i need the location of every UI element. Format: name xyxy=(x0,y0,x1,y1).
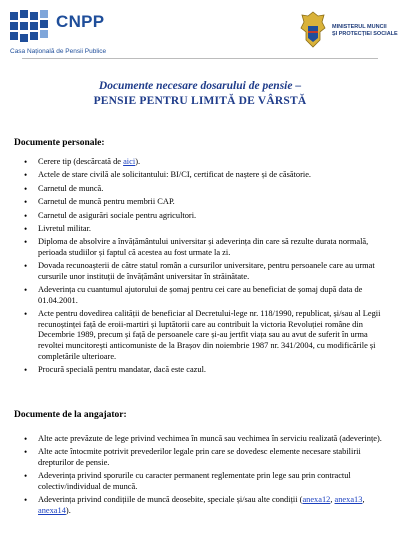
ministry-name xyxy=(332,24,398,38)
anexa12-link[interactable]: anexa12 xyxy=(302,495,331,505)
list-item: • Actele de stare civilă ale solicitantului: BI/CI, certificat de naștere și de căsătorie. xyxy=(38,170,383,181)
logo-subtitle: Casa Națională de Pensii Publice xyxy=(10,48,107,55)
item-text-end: ). xyxy=(135,157,141,166)
item-text-end: ). xyxy=(65,505,71,515)
list-item: • Procură specială pentru mandatar, dacă este cazul. xyxy=(38,365,383,376)
list-item: • Diploma de absolvire a învățământului universitar și adeverința din care să rezulte durata normală, perioada studiilor și faptul că acestea au fost urmate la zi. xyxy=(38,237,383,258)
list-item: • Acte pentru dovedirea calității de beneficiar al Decretului-lege nr. 118/1990, republicat, și/sau al Legii recunoștinței față de eroii-martiri și luptătorii care au contribuit la victoria Revoluției române din Decembrie 1989, precum și față de persoanele care și-au jertfit viața sau au avut de suferit în urma revoltei muncitorești anticomuniste de la Brașov din noiembrie 1987 nr. 341/2004, cu modificările și completările ulterioare. xyxy=(38,309,383,362)
item-text: Cerere tip (descărcată de xyxy=(38,157,124,166)
page-title-line2: PENSIE PENTRU LIMITĂ DE VÂRSTĂ xyxy=(93,95,307,107)
personal-documents-list xyxy=(38,157,383,378)
list-item: • Livretul militar. xyxy=(38,224,383,235)
download-form-link[interactable]: aici xyxy=(123,157,136,166)
page-title-line1: Documente necesare dosarului de pensie – xyxy=(98,80,302,92)
list-item: • Alte acte întocmite potrivit prevederilor legale prin care se dovedesc elemente necesare stabilirii drepturilor de pensie. xyxy=(38,447,383,468)
list-item: • Adeverința privind sporurile cu caracter permanent reglementate prin lege sau prin contractul colectiv/individual de muncă. xyxy=(38,471,383,492)
employer-documents-list xyxy=(38,434,383,519)
cnpp-logo[interactable] xyxy=(8,8,158,55)
list-item: • Dovada recunoașterii de către statul român a cursurilor universitare, pentru persoanele care au urmat cursurile unor instituții de învățământ universitar în străinătate. xyxy=(38,261,383,282)
list-item: • Adeverința cu cuantumul ajutorului de șomaj pentru cei care au beneficiat de șomaj după data de 01.04.2001. xyxy=(38,285,383,306)
list-item: • Alte acte prevăzute de lege privind vechimea în muncă sau vechimea în serviciu realizată (adeverințe). xyxy=(38,434,383,445)
list-item xyxy=(38,157,383,168)
cnpp-logo-icon xyxy=(8,8,52,46)
header-divider xyxy=(22,58,378,59)
employer-documents-heading: Documente de la angajator: xyxy=(14,410,127,420)
logo-text: CNPP xyxy=(56,12,105,31)
ministry-line1: MINISTERUL MUNCII xyxy=(332,24,387,30)
page-header xyxy=(0,0,400,62)
personal-documents-heading: Documente personale: xyxy=(14,138,105,148)
list-item: • Carnetul de muncă. xyxy=(38,184,383,195)
anexa14-link[interactable]: anexa14 xyxy=(38,505,66,515)
list-item: • Carnetul de muncă pentru membrii CAP. xyxy=(38,197,383,208)
list-item: • Adeverința privind condițiile de muncă deosebite, speciale și/sau alte condiții (anexa12, anexa13, anexa14). xyxy=(38,495,383,516)
anexa13-link[interactable]: anexa13 xyxy=(334,495,363,505)
ministry-logo[interactable] xyxy=(298,10,398,50)
ministry-line2: ȘI PROTECȚIEI SOCIALE xyxy=(332,31,398,37)
list-item: • Carnetul de asigurări sociale pentru agricultori. xyxy=(38,211,383,222)
romanian-crest-icon xyxy=(298,10,328,50)
item-text: Adeverința privind condițiile de muncă deosebite, speciale și/sau alte condiții ( xyxy=(38,495,303,505)
